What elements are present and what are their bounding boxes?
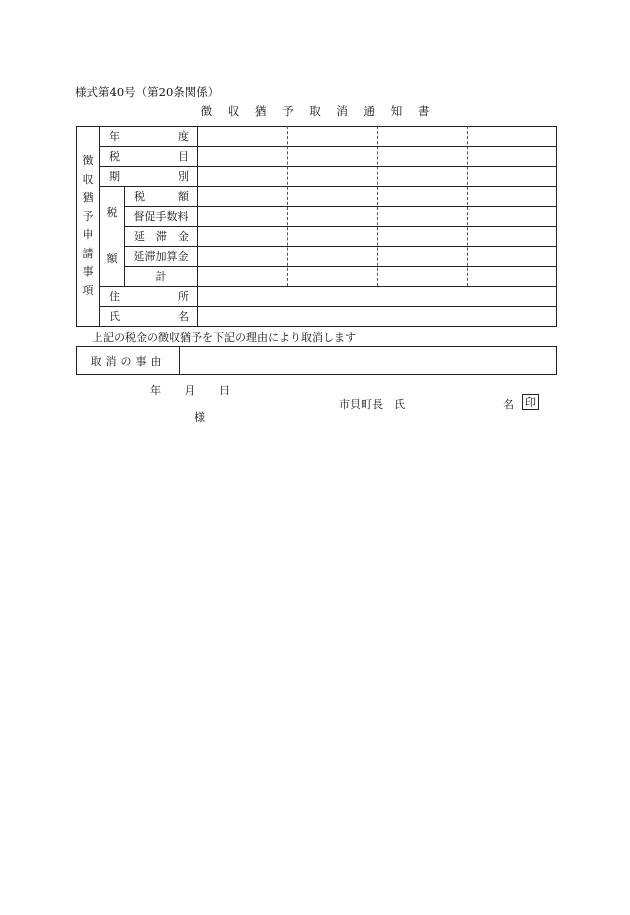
row-label-reminder-fee: 督促手数料 [133,210,189,223]
row-label-total: 計 [155,270,167,283]
issuer-title: 市貝町長 氏 [339,398,405,411]
reason-label: 取消の事由 [77,347,180,374]
document-title: 徴 収 猶 予 取 消 通 知 書 [200,104,436,118]
row-label-tax-amount: 税 額 [134,190,189,203]
row-label-address: 住 所 [109,290,189,303]
tax-amount-group-char-2: 額 [106,252,118,265]
name-label: 名 [503,398,514,411]
recipient-suffix: 様 [194,411,205,424]
form-number: 様式第40号（第20条関係） [75,85,220,99]
seal-mark: 印 [522,394,539,410]
row-label-name: 氏 名 [109,310,189,323]
tax-amount-group-char-1: 税 [106,206,118,219]
row-label-delinquency-addition: 延滞加算金 [133,250,189,263]
application-items-table [76,126,557,327]
row-label-period: 期 別 [109,170,189,183]
row-label-year: 年 度 [109,130,189,143]
cancellation-note: 上記の税金の徴収猶予を下記の理由により取消します [92,331,356,344]
reason-box [76,346,557,375]
row-label-delinquency: 延 滞 金 [134,230,189,243]
row-label-tax-item: 税 目 [109,150,189,163]
date-line: 年 月 日 [150,384,230,397]
group-label-vertical: 徴収猶予申請事項 [82,154,94,297]
